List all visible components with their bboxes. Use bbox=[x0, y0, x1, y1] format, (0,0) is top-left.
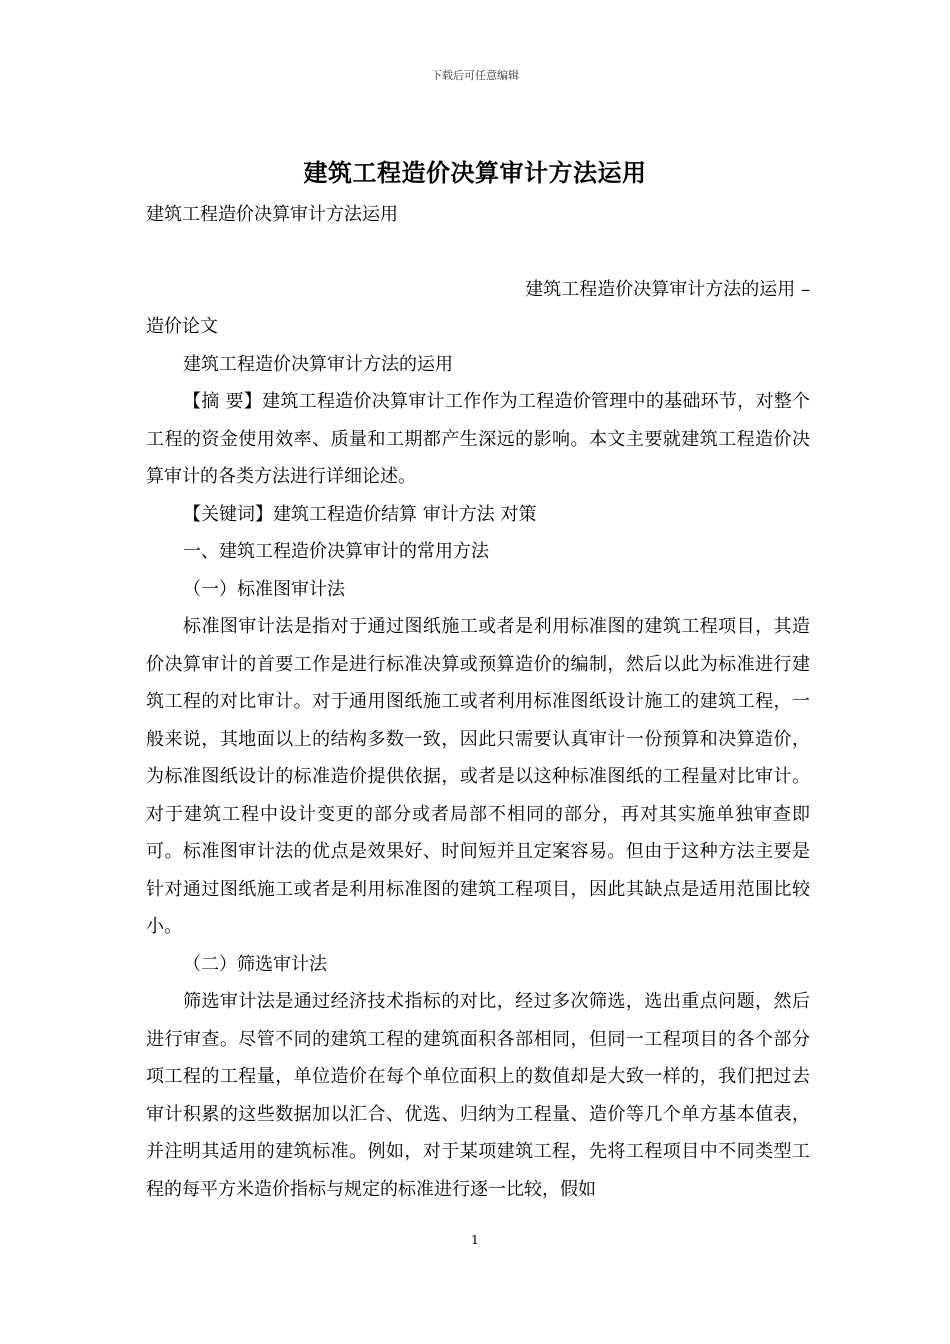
subsection-heading-1: （一）标准图审计法 bbox=[183, 578, 345, 600]
document-subtitle: 建筑工程造价决算审计方法运用 bbox=[146, 204, 398, 225]
document-title: 建筑工程造价决算审计方法运用 bbox=[303, 158, 647, 187]
document-body bbox=[146, 196, 810, 1208]
page-number: 1 bbox=[471, 1233, 479, 1247]
header-note: 下载后可任意编辑 bbox=[431, 69, 519, 82]
subsection-body-2: 筛选审计法是通过经济技术指标的对比，经过多次筛选，选出重点问题，然后进行审查。尽管不同的建筑工程的建筑面积各部相同，但同一工程项目的各个部分项工程的工程量，单位造价在每个单位面积上的数值却是大致一样的，我们把过去审计积累的这些数据加以汇合、优选、归纳为工程量、造价等几个单方基本值表，并注明其适用的建筑标准。例如，对于某项建筑工程，先将工程项目中不同类型工程的每平方米造价指标与规定的标准进行逐一比较，假如 bbox=[146, 991, 810, 1200]
abstract-paragraph: 【摘 要】建筑工程造价决算审计工作作为工程造价管理中的基础环节，对整个工程的资金使用效率、质量和工期都产生深远的影响。本文主要就建筑工程造价决算审计的各类方法进行详细论述。 bbox=[146, 391, 810, 487]
article-heading-line1: 建筑工程造价决算审计方法的运用 – bbox=[525, 278, 810, 300]
subsection-body-1: 标准图审计法是指对于通过图纸施工或者是利用标准图的建筑工程项目，其造价决算审计的首要工作是进行标准决算或预算造价的编制，然后以此为标准进行建筑工程的对比审计。对于通用图纸施工或者利用标准图纸设计施工的建筑工程，一般来说，其地面以上的结构多数一致，因此只需要认真审计一份预算和决算造价，为标准图纸设计的标准造价提供依据，或者是以这种标准图纸的工程量对比审计。对于建筑工程中设计变更的部分或者局部不相同的部分，再对其实施单独审查即可。标准图审计法的优点是效果好、时间短并且定案容易。但由于这种方法主要是针对通过图纸施工或者是利用标准图的建筑工程项目，因此其缺点是适用范围比较小。 bbox=[146, 616, 810, 937]
subsection-heading-2: （二）筛选审计法 bbox=[183, 953, 327, 975]
article-title: 建筑工程造价决算审计方法的运用 bbox=[183, 353, 453, 375]
section-heading: 一、建筑工程造价决算审计的常用方法 bbox=[183, 541, 489, 562]
article-heading-line2: 造价论文 bbox=[146, 316, 218, 337]
keywords-paragraph: 【关键词】建筑工程造价结算 审计方法 对策 bbox=[183, 503, 537, 525]
